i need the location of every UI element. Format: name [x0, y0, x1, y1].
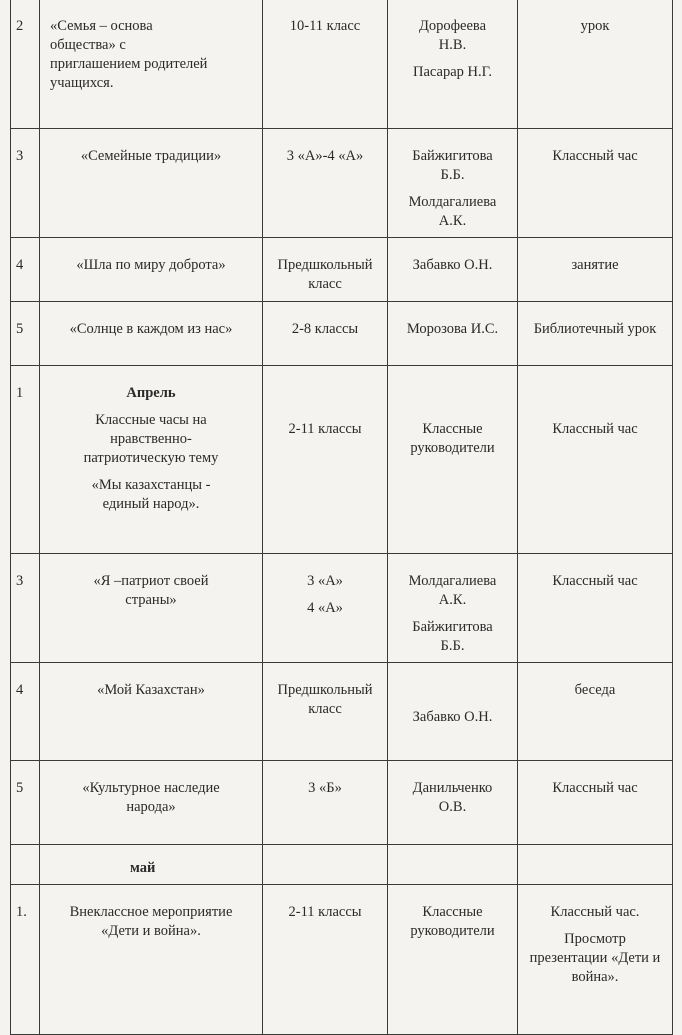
form-cell: Классный час. Просмотр презентации «Дети и война». — [518, 885, 673, 1035]
class-cell: 2-8 классы — [263, 302, 388, 366]
responsible-cell: Дорофеева Н.В. Пасарар Н.Г. — [388, 0, 518, 129]
event-cell: «Солнце в каждом из нас» — [40, 302, 263, 366]
class-cell: 3 «А» 4 «А» — [263, 554, 388, 663]
form-cell: Классный час — [518, 129, 673, 238]
responsible-cell: Молдагалиева А.К. Байжигитова Б.Б. — [388, 554, 518, 663]
class-cell: 2-11 классы — [263, 366, 388, 554]
class-cell: 3 «Б» — [263, 761, 388, 845]
form-cell: занятие — [518, 238, 673, 302]
responsible-cell: Данильченко О.В. — [388, 761, 518, 845]
responsible-cell: Классные руководители — [388, 885, 518, 1035]
month-heading: май — [130, 860, 156, 876]
class-cell: 10-11 класс — [263, 0, 388, 129]
table-row — [11, 554, 673, 663]
table-row — [11, 238, 673, 302]
form-cell: Классный час — [518, 366, 673, 554]
row-number: 4 — [11, 663, 40, 761]
event-cell: Внеклассное мероприятие «Дети и война». — [40, 885, 263, 1035]
row-number: 1. — [11, 885, 40, 1035]
row-number: 3 — [11, 129, 40, 238]
row-number — [11, 845, 40, 885]
month-heading: Апрель — [126, 385, 176, 401]
event-cell: «Семейные традиции» — [40, 129, 263, 238]
table-row — [11, 663, 673, 761]
form-cell: Классный час — [518, 554, 673, 663]
table-row — [11, 761, 673, 845]
event-cell: «Семья – основа общества» с приглашением родителей учащихся. — [40, 0, 263, 129]
responsible-cell: Байжигитова Б.Б. Молдагалиева А.К. — [388, 129, 518, 238]
row-number: 4 — [11, 238, 40, 302]
table-row — [11, 885, 673, 1035]
table-row — [11, 366, 673, 554]
responsible-cell — [388, 845, 518, 885]
event-cell: «Я –патриот своей страны» — [40, 554, 263, 663]
table-row — [11, 302, 673, 366]
table-row — [11, 0, 673, 129]
row-number: 3 — [11, 554, 40, 663]
responsible-cell: Классные руководители — [388, 366, 518, 554]
events-table — [10, 0, 673, 1035]
form-cell — [518, 845, 673, 885]
row-number: 5 — [11, 302, 40, 366]
event-cell: «Культурное наследие народа» — [40, 761, 263, 845]
event-cell: Апрель Классные часы на нравственно- патриотическую тему «Мы казахстанцы - единый народ». — [40, 366, 263, 554]
responsible-cell: Забавко О.Н. — [388, 238, 518, 302]
class-cell: 3 «А»-4 «А» — [263, 129, 388, 238]
form-cell: беседа — [518, 663, 673, 761]
row-number: 2 — [11, 0, 40, 129]
event-cell — [40, 845, 263, 885]
class-cell: Предшкольный класс — [263, 663, 388, 761]
form-cell: урок — [518, 0, 673, 129]
responsible-cell: Забавко О.Н. — [388, 663, 518, 761]
class-cell: Предшкольный класс — [263, 238, 388, 302]
class-cell — [263, 845, 388, 885]
event-cell: «Мой Казахстан» — [40, 663, 263, 761]
form-cell: Классный час — [518, 761, 673, 845]
table-row — [11, 129, 673, 238]
row-number: 5 — [11, 761, 40, 845]
form-cell: Библиотечный урок — [518, 302, 673, 366]
row-number: 1 — [11, 366, 40, 554]
class-cell: 2-11 классы — [263, 885, 388, 1035]
event-cell: «Шла по миру доброта» — [40, 238, 263, 302]
month-row — [11, 845, 673, 885]
responsible-cell: Морозова И.С. — [388, 302, 518, 366]
